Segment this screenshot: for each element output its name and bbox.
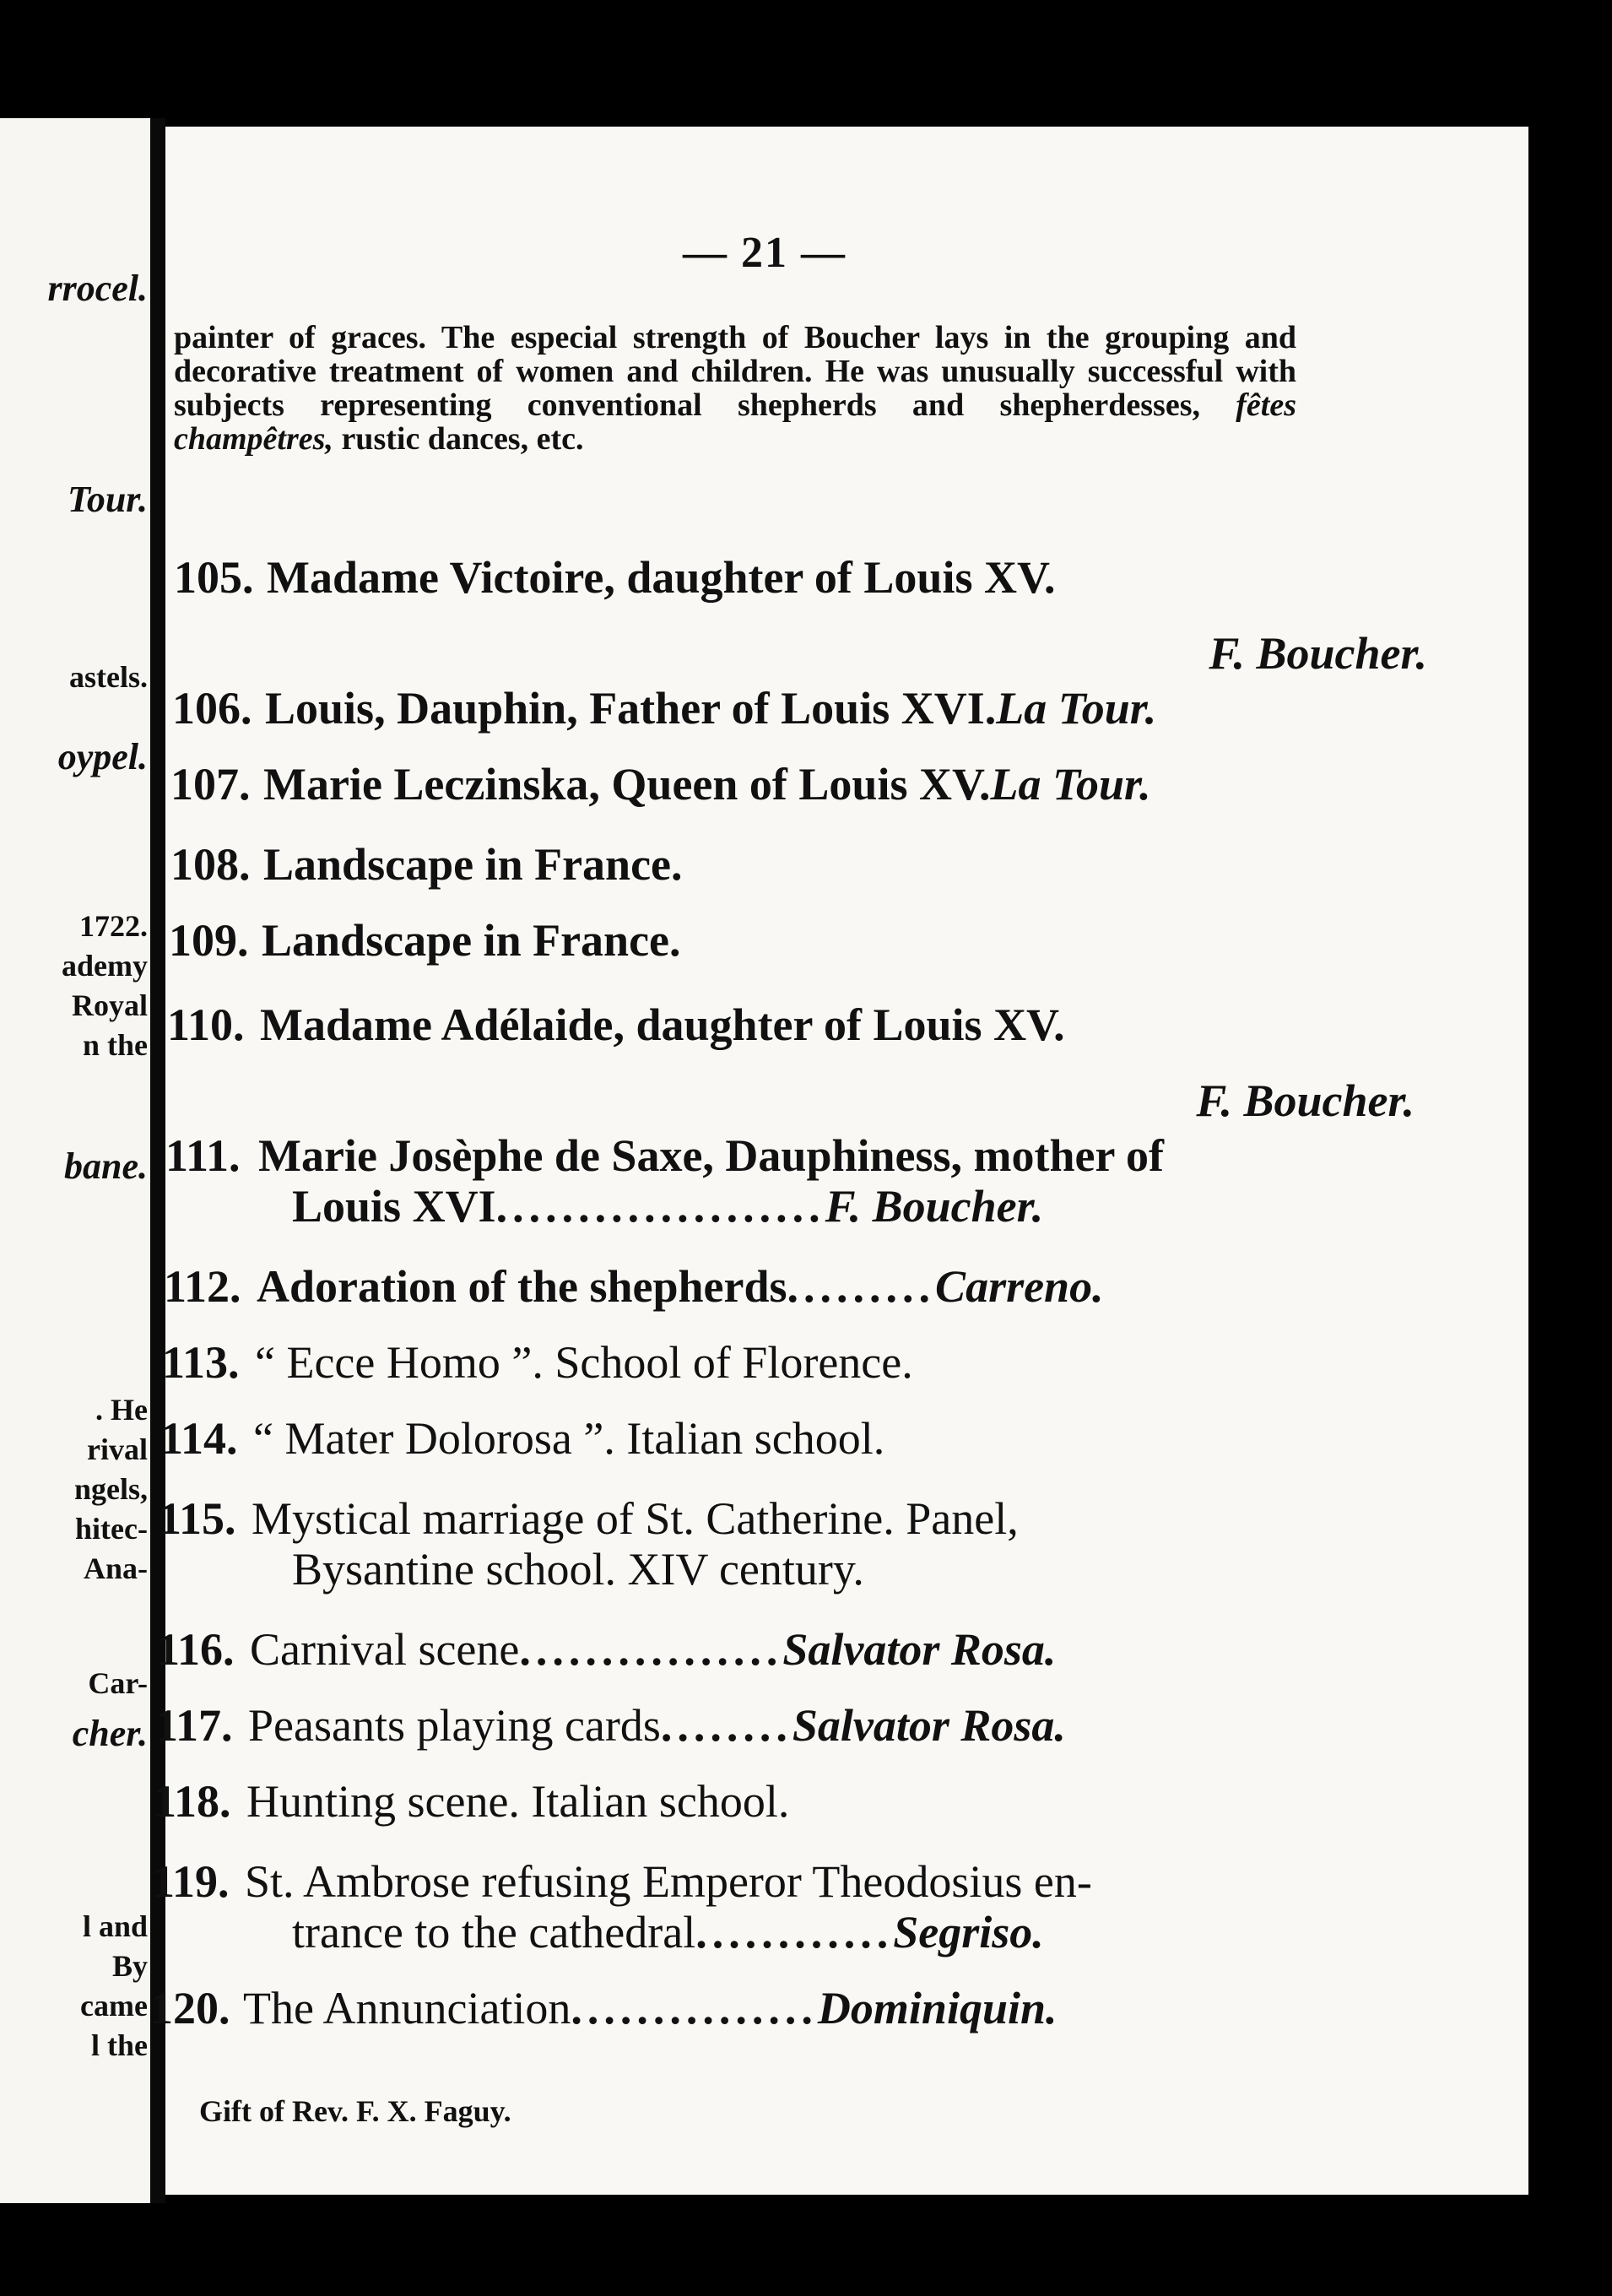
entry-number: 114. [160,1413,238,1464]
entry-111-continued [292,1182,1043,1231]
entry-number: 111. [165,1130,241,1181]
entry-title: Landscape in France. [262,915,681,966]
left-fragment: l the [91,2028,148,2062]
entry-title: Landscape in France. [263,839,683,890]
left-fragment: n the [82,1028,148,1062]
entry-artist: Salvator Rosa. [792,1700,1066,1751]
entry-116 [157,1625,1056,1674]
left-fragment: Tour. [67,479,148,520]
catalogue-entries [150,127,1528,2195]
entry-number: 116. [157,1624,235,1675]
leader-dots: ............... [571,1983,818,2033]
entry-artist: F. Boucher. [1196,1075,1415,1126]
entry-number: 113. [162,1337,240,1388]
entry-117 [155,1701,1066,1750]
entry-number: 106. [172,683,252,734]
left-fragment: ngels, [73,1472,148,1506]
entry-title: “ Mater Dolorosa ”. Italian school. [253,1413,885,1464]
leader-dots: .................... [495,1181,825,1232]
entry-number: 105. [174,552,254,603]
entry-number: 120. [150,1983,230,2033]
entry-113 [162,1338,913,1387]
entry-artist: F. Boucher. [1209,628,1427,679]
entry-title-continued: trance to the cathedral [292,1907,696,1958]
leader-dots: ........ [660,1700,792,1751]
left-page-fragment [0,118,156,2203]
entry-115-continued [292,1545,864,1594]
entry-110 [167,1000,1065,1049]
entry-title: Peasants playing cards [248,1700,661,1751]
entry-number: 112. [164,1261,241,1312]
left-fragment: rrocel. [47,268,148,309]
left-fragment: rival [87,1432,148,1466]
entry-108 [170,840,683,889]
intro-text-end: rustic dances, etc. [341,421,584,457]
left-fragment: oypel. [57,736,148,777]
entry-107 [170,760,1151,809]
entry-title: Madame Victoire, daughter of Louis XV. [267,552,1056,603]
entry-115 [159,1494,1019,1543]
entry-artist: Carreno. [935,1261,1104,1312]
intro-italic-text: fêtes champêtres, [174,387,1297,457]
entry-title: Marie Leczinska, Queen of Louis XV. [263,759,991,810]
entry-title: Louis, Dauphin, Father of Louis XVI. [265,683,997,734]
entry-118 [154,1777,789,1826]
left-fragment: . He [95,1393,148,1427]
entry-109 [169,916,681,965]
left-fragment: l and [82,1909,148,1943]
entry-106 [172,684,1156,733]
entry-114 [160,1414,884,1463]
entry-artist: Segriso. [893,1907,1044,1958]
entry-number: 110. [167,999,245,1050]
entry-112 [164,1262,1104,1311]
entry-120 [150,1984,1058,2033]
page-number: — 21 — [683,229,847,277]
left-fragment: ademy [62,949,148,983]
entry-artist: Dominiquin. [817,1983,1058,2033]
entry-number: 117. [155,1700,233,1751]
left-fragment: came [80,1989,148,2023]
intro-text: painter of graces. The especial strength of Boucher lays in the grouping and decorative treatment of women and children. He was unusually successful with subjects representing conventional shepherds and shepherdesses, [174,320,1296,423]
entry-number: 109. [169,915,249,966]
entry-title-continued: Louis XVI [292,1181,496,1232]
entry-title: St. Ambrose refusing Emperor Theodosius en- [245,1856,1092,1907]
catalogue-page [150,127,1528,2195]
left-fragment: Royal [72,988,148,1022]
leader-dots: ......... [787,1261,936,1312]
entry-title: Adoration of the shepherds [257,1261,787,1312]
leader-dots: ............ [695,1907,894,1958]
left-fragment: bane. [64,1145,148,1187]
gift-credit: Gift of Rev. F. X. Faguy. [199,2094,511,2128]
left-fragment: cher. [72,1713,148,1754]
entry-artist: F. Boucher. [825,1181,1044,1232]
entry-number: 115. [159,1493,236,1544]
entry-119 [152,1857,1092,1906]
entry-105 [174,553,1056,602]
left-fragment: By [111,1949,148,1983]
entry-111 [165,1131,1164,1180]
left-fragment: Ana- [83,1551,148,1585]
entry-title: Carnival scene [250,1624,520,1675]
entry-number: 119. [152,1856,230,1907]
entry-title: “ Ecce Homo ”. School of Florence. [255,1337,913,1388]
entry-title: Hunting scene. Italian school. [246,1776,790,1827]
left-fragment: Car- [88,1666,148,1700]
entry-title-continued: Bysantine school. XIV century. [292,1544,864,1595]
entry-title: Mystical marriage of St. Catherine. Panel, [252,1493,1019,1544]
entry-title: The Annunciation [243,1983,571,2033]
leader-dots: ................ [519,1624,783,1675]
entry-artist: La Tour. [990,759,1151,810]
entry-number: 107. [170,759,251,810]
entry-number: 118. [154,1776,231,1827]
entry-artist: Salvator Rosa. [782,1624,1057,1675]
left-fragment: astels. [69,660,148,694]
entry-119-continued [292,1908,1044,1957]
entry-title: Marie Josèphe de Saxe, Dauphiness, mother of [258,1130,1164,1181]
entry-artist: La Tour. [996,683,1157,734]
entry-title: Madame Adélaide, daughter of Louis XV. [260,999,1065,1050]
left-fragment: 1722. [79,909,148,943]
left-fragment: hitec- [75,1512,148,1546]
entry-number: 108. [170,839,251,890]
